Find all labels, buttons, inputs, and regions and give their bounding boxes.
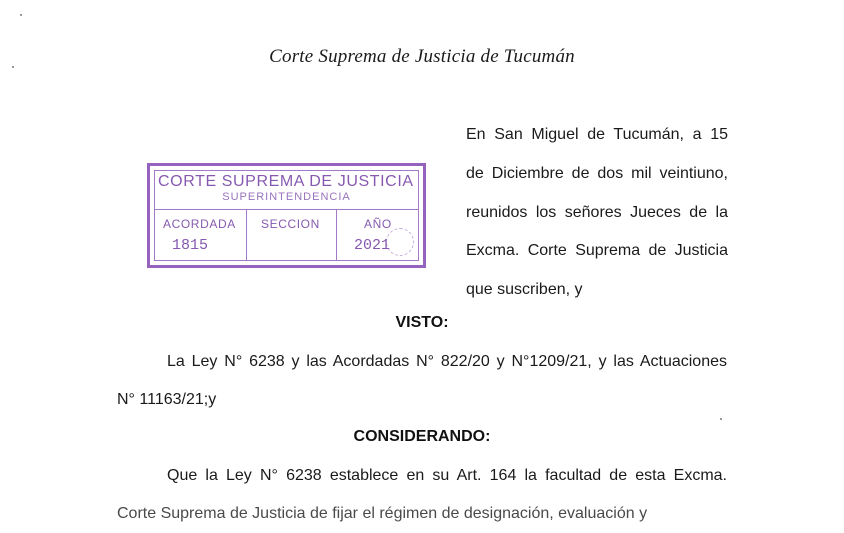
- letterhead: Corte Suprema de Justicia de Tucumán: [269, 46, 575, 67]
- stamp-column-divider: [246, 209, 247, 261]
- stamp-year-label: AÑO: [364, 217, 392, 231]
- intro-line: que suscriben, y: [466, 281, 583, 299]
- stamp-column-divider: [336, 209, 337, 261]
- intro-line: Excma. Corte Suprema de Justicia: [466, 242, 728, 260]
- stamp-office: SUPERINTENDENCIA: [222, 191, 351, 203]
- stamp-court-name: CORTE SUPREMA DE JUSTICIA: [158, 173, 414, 190]
- acordada-stamp: [147, 163, 426, 268]
- seal-mark: [386, 228, 414, 256]
- paragraph-line: Que la Ley N° 6238 establece en su Art. 164 la facultad de esta Excma.: [167, 467, 727, 484]
- stamp-divider: [154, 209, 419, 210]
- paragraph-line: Corte Suprema de Justicia de fijar el régimen de designación, evaluación y: [117, 505, 648, 522]
- scan-speck: [720, 418, 722, 420]
- intro-line: reunidos los señores Jueces de la: [466, 203, 728, 221]
- intro-line: de Diciembre de dos mil veintiuno,: [466, 164, 728, 182]
- intro-paragraph: [466, 116, 728, 310]
- stamp-acordada-number: 1815: [172, 237, 209, 254]
- visto-heading: VISTO:: [395, 314, 449, 331]
- scan-speck: [20, 14, 22, 16]
- intro-line: En San Miguel de Tucumán, a 15: [466, 126, 728, 143]
- considerando-paragraph: [117, 457, 727, 533]
- stamp-seccion-label: SECCION: [261, 217, 320, 231]
- paragraph-line: La Ley N° 6238 y las Acordadas N° 822/20 y N°1209/21, y las Actuaciones: [167, 353, 727, 370]
- stamp-year-value: 2021: [354, 237, 391, 254]
- visto-paragraph: [117, 343, 727, 419]
- stamp-acordada-label: ACORDADA: [163, 217, 236, 231]
- considerando-heading: CONSIDERANDO:: [353, 428, 491, 445]
- scan-speck: [12, 66, 14, 68]
- paragraph-line: N° 11163/21;y: [117, 391, 217, 408]
